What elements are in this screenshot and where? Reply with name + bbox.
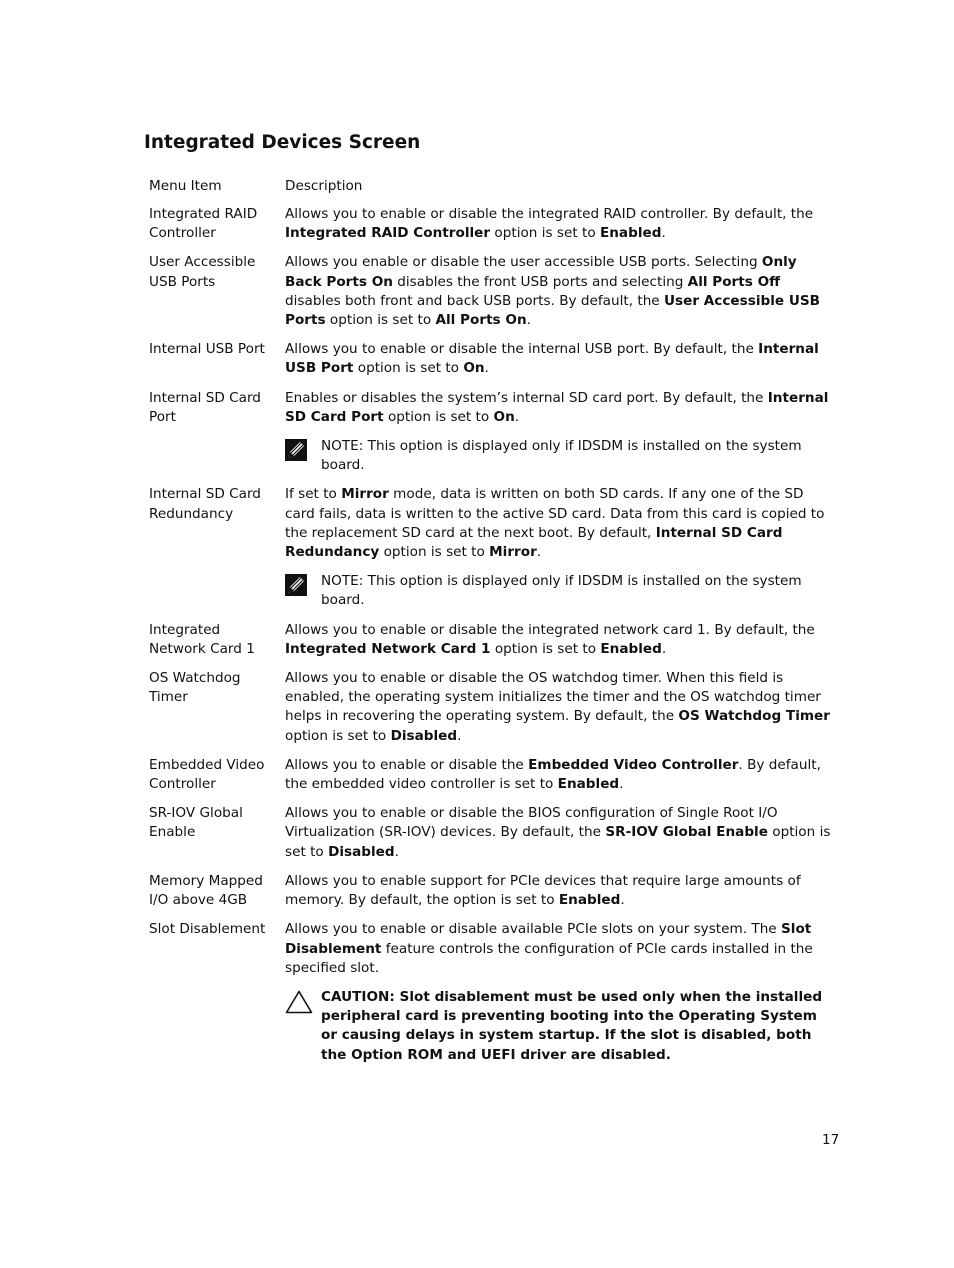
emphasized-text: Internal USB Port xyxy=(285,341,819,377)
header-description: Description xyxy=(285,178,363,194)
menu-item-label: Internal SD Card Redundancy xyxy=(149,486,261,522)
description-text: . xyxy=(619,776,624,793)
table-row xyxy=(149,920,839,1064)
description-text: option is set to xyxy=(490,225,600,242)
description-text: . xyxy=(661,640,667,657)
description-text: option is set to xyxy=(325,312,436,329)
description-text: option is set to xyxy=(383,408,494,425)
pencil-note-icon xyxy=(285,439,307,461)
description-text: Allows you to enable support for PCIe devices that require large amounts of memory. By default, the option is set to xyxy=(285,872,801,909)
table-row xyxy=(149,253,839,330)
menu-item-description xyxy=(285,340,837,378)
description-text: . By default, the embedded video controller is set to xyxy=(285,756,821,793)
menu-item-label: Integrated RAID Controller xyxy=(149,206,258,242)
note-callout xyxy=(285,572,837,610)
menu-item-description xyxy=(285,205,837,243)
emphasized-text: Integrated RAID Controller xyxy=(285,225,491,242)
description-text: Allows you to enable or disable the integrated RAID controller. By default, the xyxy=(285,206,814,222)
menu-item-description xyxy=(285,485,837,610)
warning-triangle-icon xyxy=(285,990,313,1014)
menu-item-label: Slot Disablement xyxy=(149,921,266,938)
menu-item-description xyxy=(285,920,837,1064)
caution-callout xyxy=(285,988,837,1065)
emphasized-text: Embedded Video Controller xyxy=(528,756,739,773)
settings-table xyxy=(149,205,839,1075)
table-row xyxy=(149,389,839,476)
emphasized-text: SR-IOV Global Enable xyxy=(605,824,768,841)
menu-item-description xyxy=(285,253,837,330)
emphasized-text: Mirror xyxy=(489,544,537,561)
emphasized-text: Internal SD Card Redundancy xyxy=(285,524,783,561)
emphasized-text: User Accessible USB Ports xyxy=(285,292,821,329)
emphasized-text: Internal SD Card Port xyxy=(285,389,829,425)
description-text: option is set to xyxy=(490,640,601,657)
description-text: . xyxy=(457,727,462,744)
description-text: Allows you to enable or disable available PCIe slots on your system. The xyxy=(285,921,781,938)
menu-item-label: SR-IOV Global Enable xyxy=(149,805,243,841)
description-text: . xyxy=(484,360,489,377)
emphasized-text: Disabled xyxy=(328,843,395,860)
emphasized-text: Integrated Network Card 1 xyxy=(285,640,491,657)
emphasized-text: OS Watchdog Timer xyxy=(678,708,830,725)
table-row xyxy=(149,621,839,659)
menu-item-label: Internal USB Port xyxy=(149,341,265,358)
menu-item-description xyxy=(285,804,837,862)
emphasized-text: Only Back Ports On xyxy=(285,254,797,290)
description-text: disables both front and back USB ports. By default, the xyxy=(285,292,664,309)
caution-text: CAUTION: Slot disablement must be used only when the installed peripheral card is preventing booting into the Operating System or causing delays in system startup. If the slot is disabled, both the Option ROM and UEFI driver are disabled. xyxy=(321,988,823,1063)
note-callout xyxy=(285,437,837,475)
description-text: Allows you to enable or disable the BIOS configuration of Single Root I/O Virtualization (SR-IOV) devices. By default, the xyxy=(285,805,778,841)
description-text: mode, data is written on both SD cards. If any one of the SD card fails, data is written to the active SD card. Data from this card is copied to the replacement SD card at the next boot. By default, xyxy=(285,486,825,541)
description-text: Enables or disables the system’s internal SD card port. By default, the xyxy=(285,389,768,406)
table-row xyxy=(149,804,839,862)
emphasized-text: Enabled xyxy=(599,225,662,242)
emphasized-text: All Ports On xyxy=(435,312,527,329)
description-text: Allows you to enable or disable the OS watchdog timer. When this field is enabled, the operating system initializes the timer and the OS watchdog timer helps in recovering the operating system. By default, the xyxy=(285,670,821,725)
table-row xyxy=(149,205,839,243)
header-menu-item: Menu Item xyxy=(149,178,222,194)
pencil-note-icon xyxy=(285,574,307,596)
description-text: feature controls the configuration of PCIe cards installed in the specified slot. xyxy=(285,940,813,976)
emphasized-text: On xyxy=(463,360,485,377)
description-text: . xyxy=(514,408,520,425)
emphasized-text: Enabled xyxy=(558,892,621,909)
menu-item-description xyxy=(285,621,837,659)
description-text: Allows you to enable or disable the integrated network card 1. By default, the xyxy=(285,621,815,638)
note-text: NOTE: This option is displayed only if IDSDM is installed on the system board. xyxy=(321,573,802,609)
menu-item-description xyxy=(285,872,837,910)
emphasized-text: Slot Disablement xyxy=(285,921,812,957)
description-text: option is set to xyxy=(353,360,464,377)
description-text: Allows you enable or disable the user accessible USB ports. Selecting xyxy=(285,254,762,271)
emphasized-text: Disabled xyxy=(390,727,458,744)
table-row xyxy=(149,669,839,746)
menu-item-label: OS Watchdog Timer xyxy=(149,670,241,706)
description-text: option is set to xyxy=(379,544,490,561)
table-row xyxy=(149,485,839,610)
description-text: option is set to xyxy=(285,824,831,860)
description-text: If set to xyxy=(285,486,342,503)
menu-item-label: Embedded Video Controller xyxy=(149,756,265,793)
description-text: . xyxy=(620,892,625,909)
description-text: . xyxy=(661,225,666,242)
menu-item-description xyxy=(285,669,837,746)
description-text: option is set to xyxy=(285,727,391,744)
emphasized-text: All Ports Off xyxy=(687,273,781,290)
page-title: Integrated Devices Screen xyxy=(144,132,421,153)
emphasized-text: On xyxy=(493,408,515,425)
page-number: 17 xyxy=(822,1132,840,1148)
menu-item-description xyxy=(285,389,837,476)
emphasized-text: Enabled xyxy=(600,640,662,657)
table-row xyxy=(149,756,839,794)
description-text: . xyxy=(394,843,399,860)
description-text: disables the front USB ports and selecting xyxy=(392,273,688,290)
note-text: NOTE: This option is displayed only if IDSDM is installed on the system board. xyxy=(321,438,802,474)
table-row xyxy=(149,340,839,378)
emphasized-text: Enabled xyxy=(557,776,620,793)
table-row xyxy=(149,872,839,910)
menu-item-label: Integrated Network Card 1 xyxy=(149,621,255,657)
description-text: . xyxy=(536,544,542,561)
description-text: Allows you to enable or disable the xyxy=(285,756,529,773)
emphasized-text: Mirror xyxy=(341,486,389,503)
menu-item-label: Internal SD Card Port xyxy=(149,389,261,425)
menu-item-label: User Accessible USB Ports xyxy=(149,254,256,290)
menu-item-label: Memory Mapped I/O above 4GB xyxy=(149,872,263,909)
description-text: Allows you to enable or disable the internal USB port. By default, the xyxy=(285,341,759,358)
description-text: . xyxy=(526,312,531,329)
menu-item-description xyxy=(285,756,837,794)
